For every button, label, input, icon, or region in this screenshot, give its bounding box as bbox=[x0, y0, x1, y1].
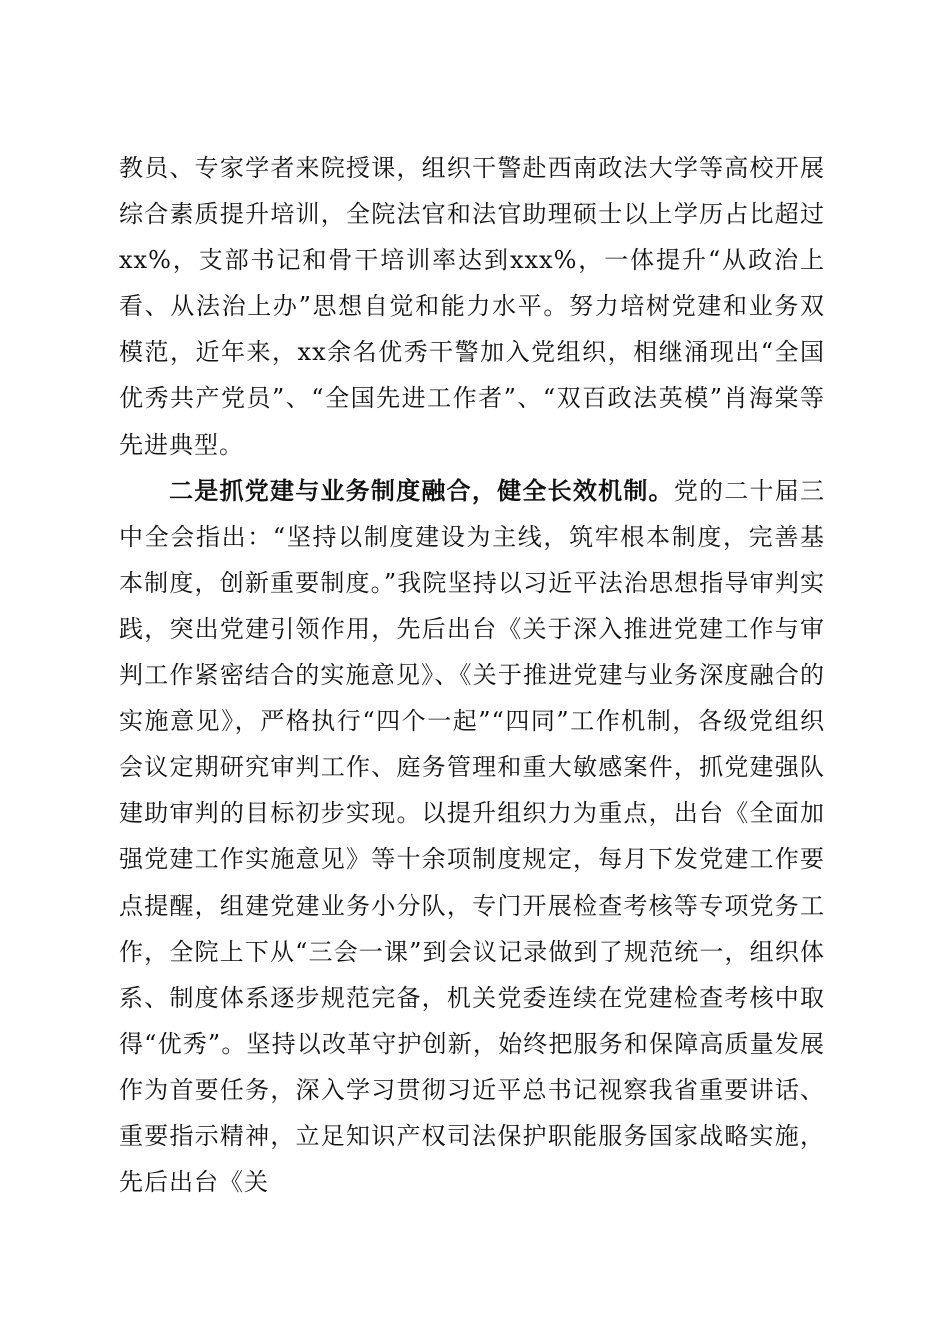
paragraph-body-text: 党的二十届三中全会指出：“坚持以制度建设为主线，筑牢根本制度，完善基本制度，创新重要制度。”我院坚持以习近平法治思想指导审判实践，突出党建引领作用，先后出台《关于深入推进党建工作与审判工作紧密结合的实施意见》、《关于推进党建与业务深度融合的实施意见》，严格执行“四个一起”“四同”工作机制，各级党组织会议定期研究审判工作、庭务管理和重大敏感案件，抓党建强队建助审判的目标初步实现。以提升组织力为重点，出台《全面加强党建工作实施意见》等十余项制度规定，每月下发党建工作要点提醒，组建党建业务小分队，专门开展检查考核等专项党务工作，全院上下从“三会一课”到会议记录做到了规范统一，组织体系、制度体系逐步规范完备，机关党委连续在党建检查考核中取得“优秀”。坚持以改革守护创新，始终把服务和保障高质量发展作为首要任务，深入学习贯彻习近平总书记视察我省重要讲话、重要指示精神，立足知识产权司法保护职能服务国家战略实施，先后出台《关 bbox=[119, 476, 826, 1197]
paragraph-lead-heading: 二是抓党建与业务制度融合，健全长效机制。 bbox=[169, 475, 674, 505]
paragraph-continued: 教员、专家学者来院授课，组织干警赴西南政法大学等高校开展综合素质提升培训，全院法官和法官助理硕士以上学历占比超过xx%，支部书记和骨干培训率达到xxx%，一体提升“从政治上看、从法治上办”思想自觉和能力水平。努力培树党建和业务双模范，近年来，xx余名优秀干警加入党组织，相继涌现出“全国优秀共产党员”、“全国先进工作者”、“双百政法英模”肖海棠等先进典型。 bbox=[119, 154, 825, 459]
document-body bbox=[119, 145, 825, 1205]
paragraph-institutional-integration bbox=[119, 468, 825, 1206]
